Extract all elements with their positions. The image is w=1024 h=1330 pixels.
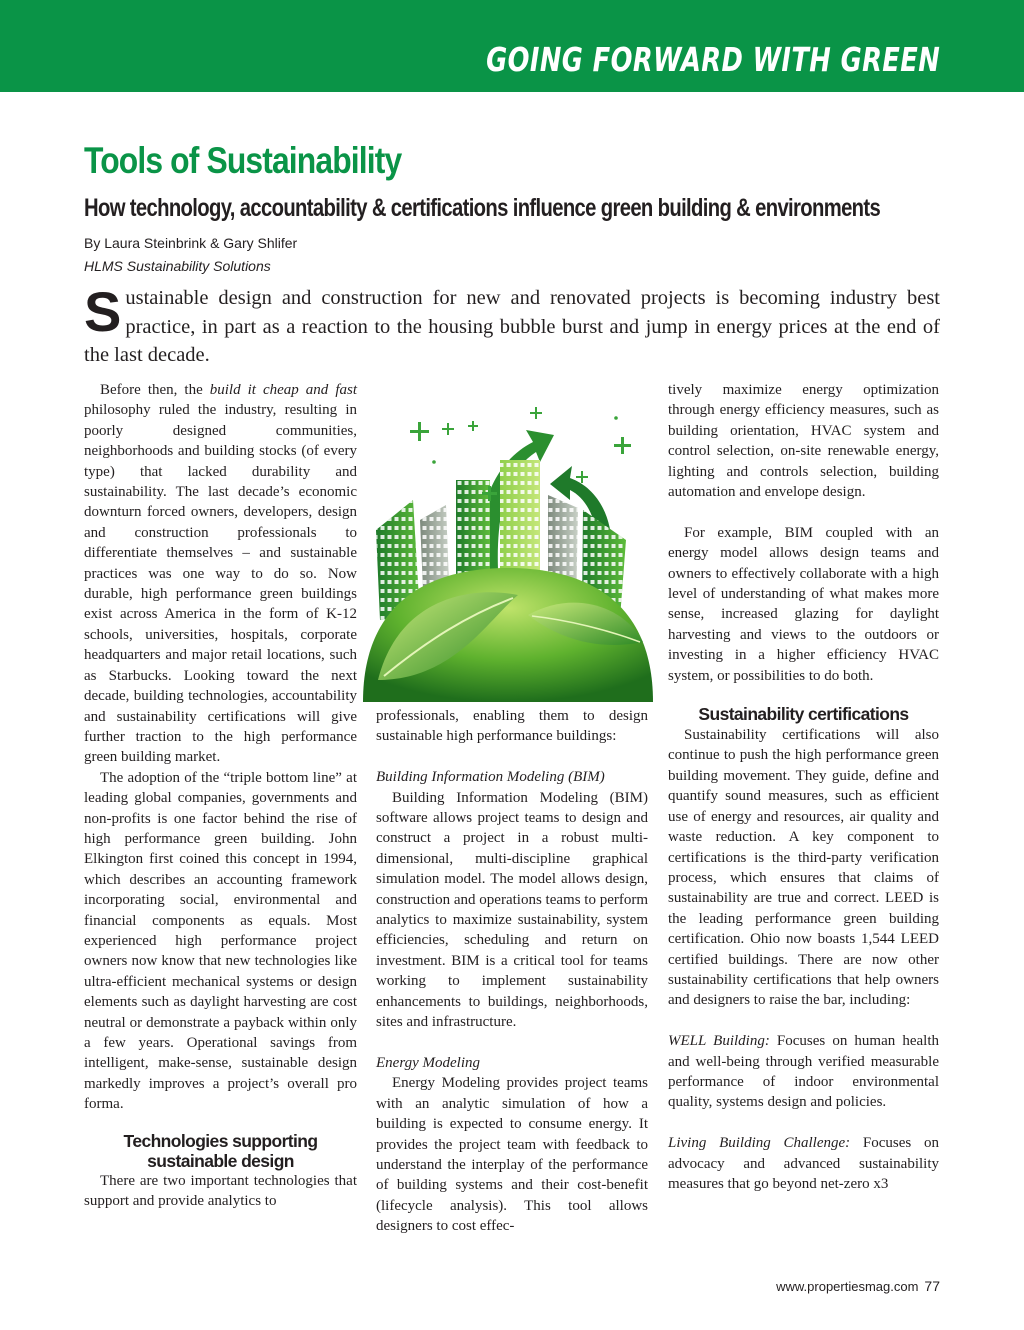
subheading-energy-modeling: Energy Modeling	[376, 1054, 480, 1071]
heading-technologies: Technologies supporting sustainable design	[123, 1130, 318, 1171]
section-banner-title: GOING FORWARD WITH GREEN	[485, 40, 940, 79]
footer-url: www.propertiesmag.com	[776, 1279, 919, 1294]
lead-paragraph	[84, 280, 940, 370]
col1-paragraph-1: Before then, the build it cheap and fast philosophy ruled the industry, resulting in poorly designed communities, neighborhoods and building stocks (of every type) that lacked durability and sustainability. The last decade’s economic downturn forced owners, developers, design and construction professionals to differentiate themselves – and sustainable practices was one way to do so. Now durable, high performance green buildings exist across America in the form of K-12 schools, universities, hospitals, corporate headquarters and major retail locations, such as Starbucks. Looking toward the next decade, building technologies, accountability and sustainability certifications will give further traction to the high performance green building market.	[84, 382, 357, 766]
col3-paragraph-1: tively maximize energy optimization through energy efficiency measures, such as building orientation, HVAC system and control selection, on-site renewable energy, lighting and controls selection, building automation and envelope design.	[668, 382, 939, 501]
article-title: Tools of Sustainability	[84, 140, 402, 181]
subheading-bim: Building Information Modeling (BIM)	[376, 769, 605, 786]
col1-emphasis: build it cheap and fast	[209, 382, 357, 398]
col3-paragraph-2: For example, BIM coupled with an energy model allows design teams and owners to effectively collaborate with a high level of understanding of what makes more sense, increased glazing for daylight harvesting and views to the outdoors or investing in a higher efficiency HVAC system, or possibilities to do both.	[668, 524, 939, 684]
column-1	[84, 380, 357, 1211]
article-subtitle: How technology, accountability & certifications influence green building & environments	[84, 194, 881, 222]
page-footer	[776, 1278, 940, 1294]
bim-paragraph: Building Information Modeling (BIM) software allows project teams to design and construct a project in a robust multi-dimensional, multi-discipline graphical simulation model. The model allows design, construction and operations teams to perform analytics to maximize sustainability, system efficiencies, scheduling and return on investment. BIM is a critical tool for teams working to implement sustainability enhancements to buildings, neighborhoods, sites and infrastructure.	[376, 789, 649, 1031]
column-2	[376, 706, 648, 1237]
header-banner	[0, 0, 1024, 92]
drop-cap: S	[84, 280, 122, 343]
column-3	[668, 380, 939, 1194]
col3-paragraph-3: Sustainability certifications will also continue to push the high performance green building movement. They guide, define and quantify sound measures, such as efficient use of energy and resources, air quality and waste reduction. A key component to certifications is the third-party verification process, which ensures that claims of sustainability are true and correct. LEED is the leading performance green building certification. Ohio now boasts 1,544 LEED certified buildings. There are now other sustainability certifications that help owners and designers to raise the bar, including:	[668, 727, 939, 1009]
heading-sustainability-certifications: Sustainability certifications	[698, 704, 909, 725]
col2-paragraph-1: professionals, enabling them to design sustainable high performance buildings:	[376, 708, 648, 745]
page-number: 77	[924, 1278, 940, 1294]
green-city-illustration	[358, 380, 658, 702]
col1-paragraph-2: The adoption of the “triple bottom line” at leading global companies, governments and non-profits is one factor behind the rise of high performance green building. John Elkington first coined this concept in 1994, which describes an accounting framework incorporating social, environmental and financial components as equals. Most experienced high performance project owners now know that new technologies like ultra-efficient mechanical systems or design elements such as daylight harvesting are cost neutral or demonstrate a payback within only a few years. Operational savings from intelligent, make-sense, sustainable design markedly improves a project’s overall pro forma.	[84, 769, 357, 1113]
author-affiliation: HLMS Sustainability Solutions	[84, 258, 271, 274]
byline: By Laura Steinbrink & Gary Shlifer	[84, 235, 298, 251]
energy-modeling-paragraph: Energy Modeling provides project teams with an analytic simulation of how a building is expected to consume energy. It provides the project team with feedback to understand the interplay of the performance of building systems and their cost-benefit (lifecycle analysis). This tool allows designers to cost effec-	[376, 1075, 648, 1235]
lead-text: ustainable design and construction for new and renovated projects is becoming industry best practice, in part as a reaction to the housing bubble burst and jump in energy prices at the end of the last decade.	[84, 287, 940, 366]
living-building-paragraph: Living Building Challenge: Focuses on advocacy and advanced sustainability measures that go beyond net-zero x3	[668, 1135, 939, 1192]
col1-paragraph-3: There are two important technologies that support and provide analytics to	[84, 1172, 357, 1210]
well-building-paragraph: WELL Building: Focuses on human health and well-being through verified measurable performance of indoor environmental quality, systems design and policies.	[668, 1033, 939, 1111]
